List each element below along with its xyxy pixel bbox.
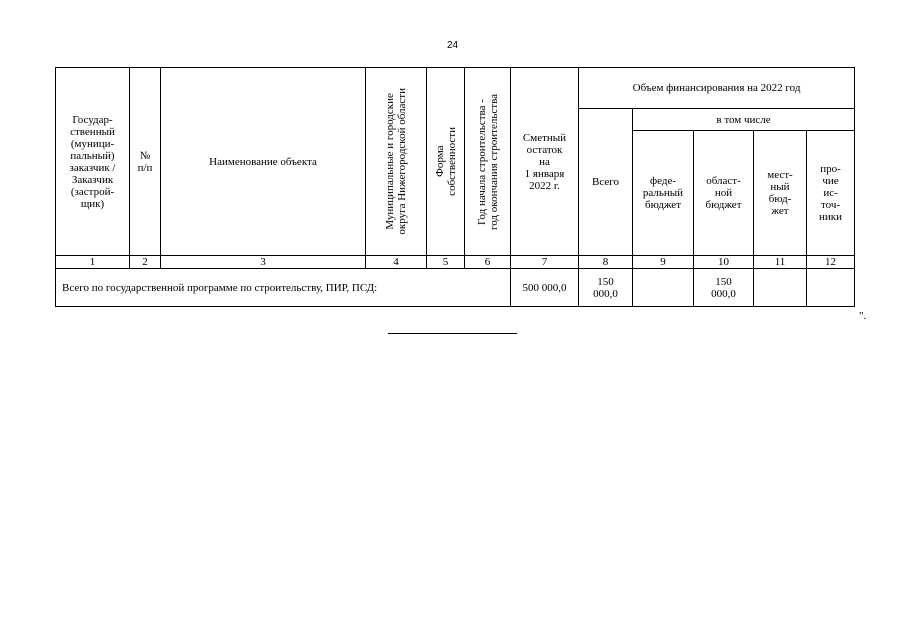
column-number: 2 bbox=[130, 256, 161, 269]
total-remaining: 500 000,0 bbox=[511, 269, 579, 307]
header-object-name: Наименование объекта bbox=[161, 68, 366, 256]
column-number: 4 bbox=[366, 256, 427, 269]
column-number: 8 bbox=[579, 256, 633, 269]
header-number: № п/п bbox=[130, 68, 161, 256]
column-number: 10 bbox=[694, 256, 754, 269]
separator-line bbox=[388, 333, 517, 334]
total-other bbox=[807, 269, 855, 307]
header-municipality bbox=[366, 68, 427, 256]
total-sum: 150 000,0 bbox=[579, 269, 633, 307]
total-federal bbox=[633, 269, 694, 307]
closing-quote-mark: ". bbox=[859, 310, 867, 322]
header-ownership bbox=[427, 68, 465, 256]
financing-table bbox=[55, 67, 855, 307]
header-other: про- чие ис- точ- ники bbox=[807, 131, 855, 256]
header-financing: Объем финансирования на 2022 год bbox=[579, 68, 855, 109]
header-years bbox=[465, 68, 511, 256]
total-label: Всего по государственной программе по строительству, ПИР, ПСД: bbox=[56, 269, 511, 307]
column-number: 6 bbox=[465, 256, 511, 269]
header-municipality-text: Муниципальные и городские округа Нижегородской области bbox=[384, 88, 408, 235]
header-including: в том числе bbox=[633, 109, 855, 131]
header-federal: феде- ральный бюджет bbox=[633, 131, 694, 256]
column-number: 3 bbox=[161, 256, 366, 269]
column-number: 11 bbox=[754, 256, 807, 269]
header-ownership-text: Форма собственности bbox=[433, 127, 458, 196]
total-local bbox=[754, 269, 807, 307]
header-remaining: Сметный остаток на 1 января 2022 г. bbox=[511, 68, 579, 256]
header-total: Всего bbox=[579, 109, 633, 256]
total-row bbox=[56, 269, 855, 307]
column-number: 7 bbox=[511, 256, 579, 269]
column-number: 9 bbox=[633, 256, 694, 269]
total-regional: 150 000,0 bbox=[694, 269, 754, 307]
column-number-row bbox=[56, 256, 855, 269]
column-number: 1 bbox=[56, 256, 130, 269]
column-number: 12 bbox=[807, 256, 855, 269]
page-number: 24 bbox=[446, 40, 459, 51]
column-number: 5 bbox=[427, 256, 465, 269]
header-customer: Государ- ственный (муници- пальный) заказчик / Заказчик (застрой- щик) bbox=[56, 68, 130, 256]
header-regional: област- ной бюджет bbox=[694, 131, 754, 256]
header-local: мест- ный бюд- жет bbox=[754, 131, 807, 256]
header-years-text: Год начала строительства - год окончания строительства bbox=[475, 93, 500, 230]
